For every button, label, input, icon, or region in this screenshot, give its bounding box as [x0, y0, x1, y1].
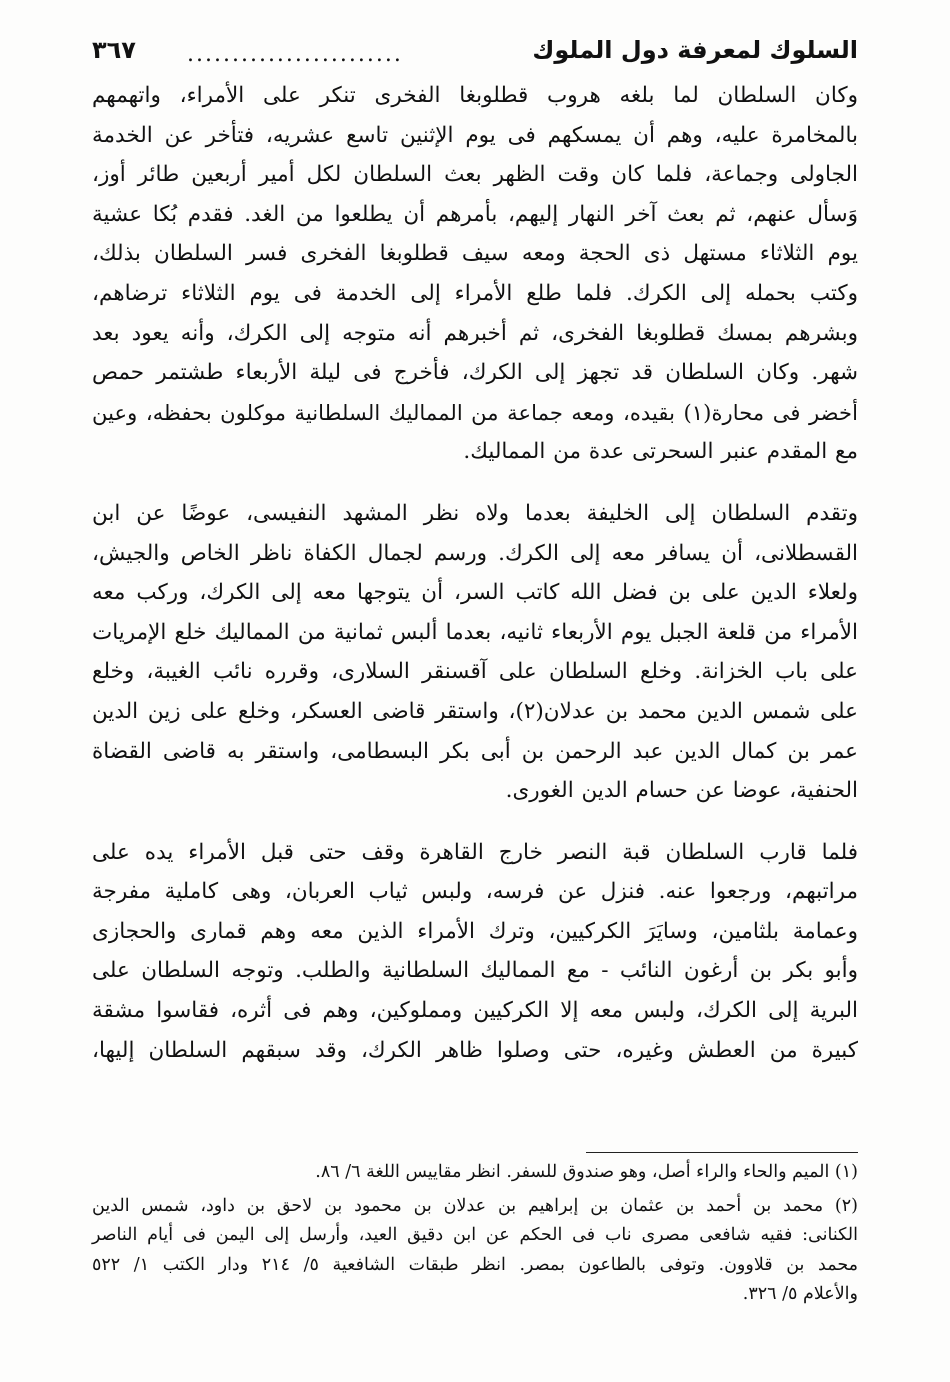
page-number: ٣٦٧	[92, 36, 136, 64]
running-header	[92, 30, 858, 70]
text-line: مع المقدم عنبر السحرتى عدة من المماليك.	[463, 439, 858, 465]
footnote-line: (٢) محمد بن أحمد بن عثمان بن إبراهيم بن عدلان بن محمود بن لاحق بن داود، شمس الدين	[92, 1195, 858, 1216]
text-line: كبيرة من العطش وغيره، حتى وصلوا ظاهر الكرك، وقد سبقهم السلطان إليها،	[92, 1037, 858, 1063]
text-line: القسطلانى، أن يسافر معه إلى الكرك. ورسم لجمال الكفاة ناظر الخاص والجيش،	[92, 540, 858, 566]
footnote	[92, 1192, 858, 1310]
footnote-line: محمد بن قلاوون. وتوفى بالطاعون بمصر. انظر طبقات الشافعية ٥/ ٢١٤ ودار الكتب ١/ ٥٢٢	[92, 1254, 858, 1275]
text-line: فلما قارب السلطان قبة النصر خارج القاهرة وقف حتى قبل الأمراء يده على	[92, 839, 858, 865]
text-line: عمر بن كمال الدين عبد الرحمن بن أبى بكر البسطامى، واستقر به قاضى القضاة	[92, 738, 858, 764]
text-line: وأبو بكر بن أرغون النائب - مع المماليك السلطانية والطلب. وتوجه السلطان على	[92, 958, 858, 984]
text-line: الجاولى وجماعة، فلما كان وقت الظهر بعث السلطان لكل أمير أربعين طائر أوز،	[92, 162, 858, 188]
text-line: يوم الثلاثاء مستهل ذى الحجة ومعه سيف قطلوبغا الفخرى فسر السلطان بذلك،	[92, 241, 858, 267]
text-line: على باب الخزانة. وخلع السلطان على آقسنقر السلارى، وقرره نائب الغيبة، وخلع	[92, 659, 858, 685]
paragraph	[92, 76, 858, 472]
text-line: البرية إلى الكرك، ولبس معه إلا الكركيين ومملوكين، وهم فى أثره، فقاسوا مشقة	[92, 998, 858, 1024]
footnotes	[92, 1158, 858, 1310]
footnote-line: والأعلام ٥/ ٣٢٦.	[742, 1284, 858, 1304]
text-line: أخضر فى محارة(١) بقيده، ومعه جماعة من المماليك السلطانية موكلون بحفظه، وعين	[92, 399, 858, 425]
text-line: وَسأل عنهم، ثم بعث آخر النهار إليهم، بأمرهم أن يطلعوا من الغد. فقدم بُكا عشية	[92, 201, 858, 227]
text-line: وبشرهم بمسك قطلوبغا الفخرى، ثم أخبرهم أنه متوجه إلى الكرك، وأنه يعود بعد	[92, 320, 858, 346]
paragraph	[92, 833, 858, 1071]
header-leader-dots: ........................	[187, 42, 403, 67]
text-line: وكتب بحمله إلى الكرك. فلما طلع الأمراء إلى الخدمة فى يوم الثلاثاء ترضاهم،	[92, 280, 858, 306]
footnote	[92, 1158, 858, 1188]
text-line: الحنفية، عوضا عن حسام الدين الغورى.	[505, 778, 858, 804]
footnote-line: الكنانى: فقيه شافعى مصرى ناب فى الحكم عن ابن دقيق العيد، وأرسل إلى اليمن فى أيام الناصر	[92, 1225, 858, 1245]
footnote-line: (١) الميم والحاء والراء أصل، وهو صندوق للسفر. انظر مقاييس اللغة ٦/ ٨٦.	[315, 1162, 858, 1182]
text-line: وعمامة بلثامين، وسايَرَ الكركيين، وترك الأمراء الذين معه وهم قمارى والحجازى	[92, 918, 858, 944]
book-title: السلوك لمعرفة دول الملوك	[532, 36, 858, 64]
text-line: بالمخامرة عليه، وهم أن يمسكهم فى يوم الإثنين تاسع عشريه، فتأخر عن الخدمة	[92, 122, 858, 148]
text-line: وتقدم السلطان إلى الخليفة بعدما ولاه نظر المشهد النفيسى، عوضًا عن ابن	[92, 500, 858, 526]
text-line: على شمس الدين محمد بن عدلان(٢)، واستقر قاضى العسكر، وخلع على زين الدين	[92, 698, 858, 724]
text-line: مراتبهم، ورجعوا عنه. فنزل عن فرسه، ولبس ثياب العربان، وهى كاملية مفرجة	[92, 879, 858, 905]
text-line: شهر. وكان السلطان قد تجهز إلى الكرك، فأخرج فى ليلة الأربعاء طشتمر حمص	[92, 360, 858, 386]
main-text	[92, 76, 858, 1070]
text-line: الأمراء من قلعة الجبل يوم الأربعاء ثانيه، بعدما ألبس ثمانية من المماليك خلع الإمريات	[92, 619, 858, 645]
paragraph	[92, 494, 858, 811]
text-line: ولعلاء الدين على بن فضل الله كاتب السر، أن يتوجها معه إلى الكرك، وركب معه	[92, 580, 858, 606]
text-line: وكان السلطان لما بلغه هروب قطلوبغا الفخرى تنكر على الأمراء، واتهمهم	[92, 83, 858, 108]
footnote-separator	[586, 1152, 858, 1153]
